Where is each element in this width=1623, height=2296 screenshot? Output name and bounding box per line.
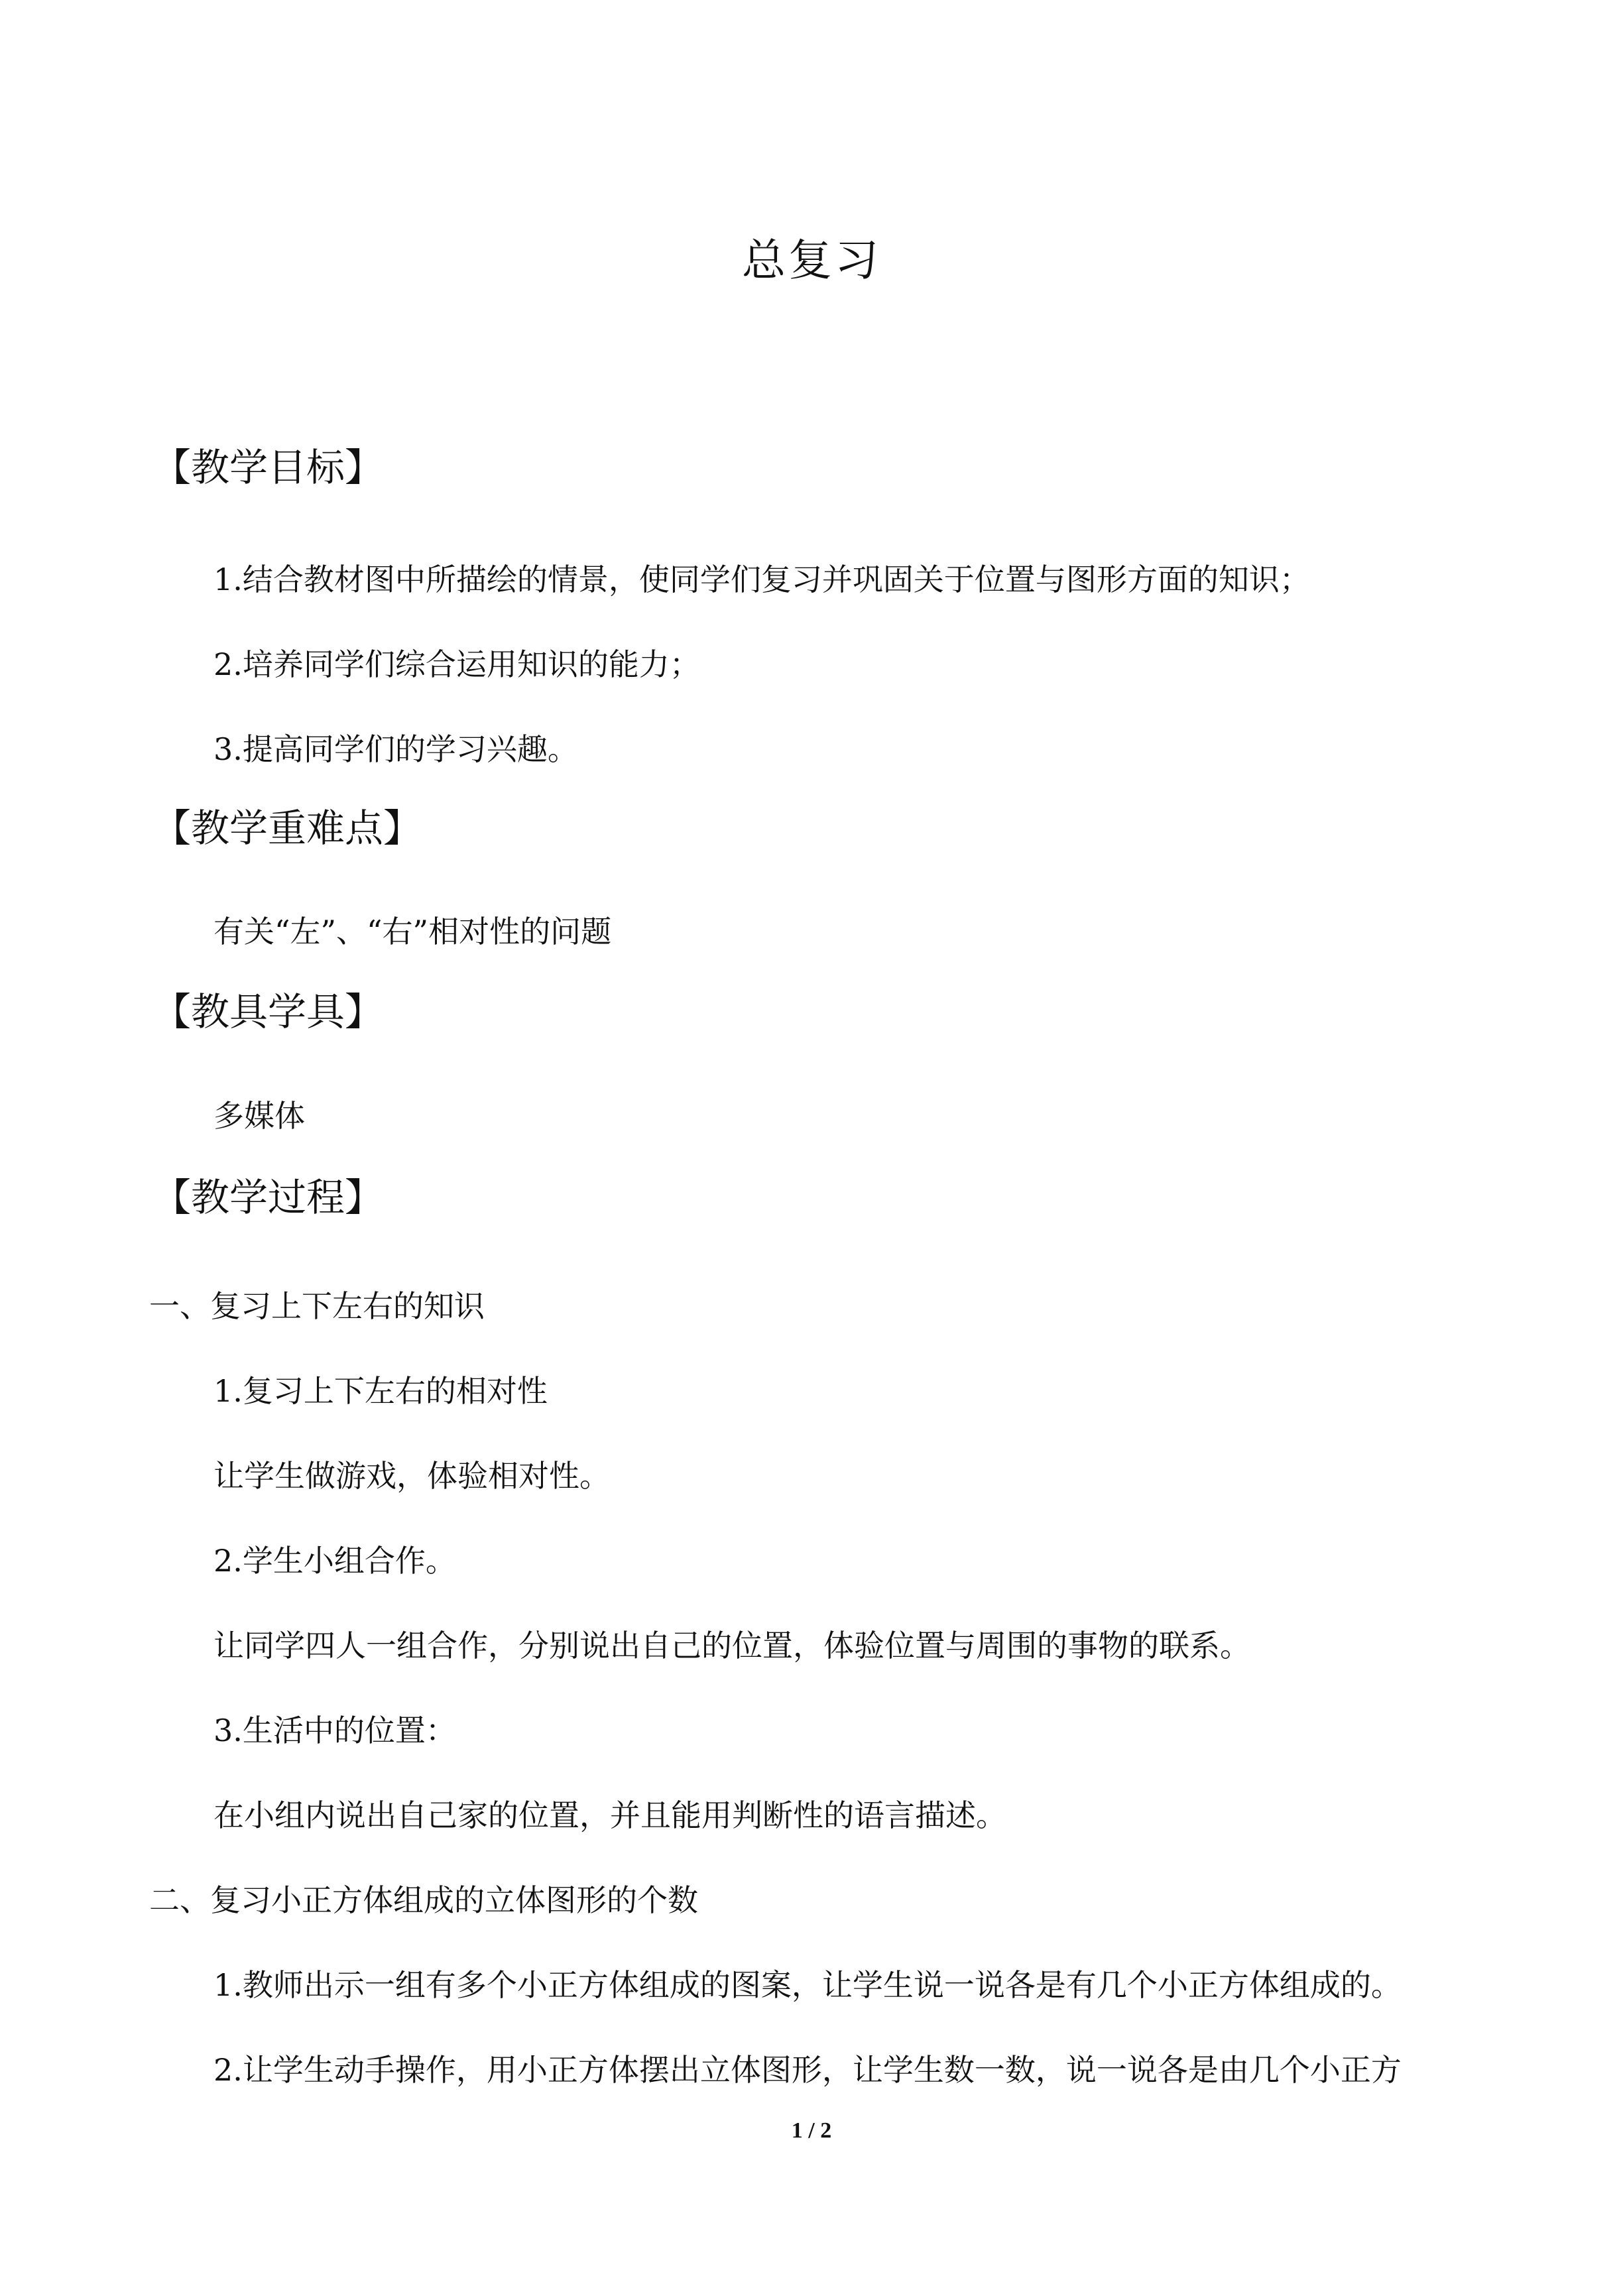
- paragraph: 2.让学生动手操作，用小正方体摆出立体图形，让学生数一数，说一说各是由几个小正方: [213, 2052, 1402, 2088]
- paragraph: 1.教师出示一组有多个小正方体组成的图案，让学生说一说各是有几个小正方体组成的。: [213, 1967, 1402, 2003]
- paragraph: 让学生做游戏，体验相对性。: [213, 1458, 610, 1494]
- paragraph: 二、复习小正方体组成的立体图形的个数: [149, 1882, 698, 1918]
- paragraph: 在小组内说出自己家的位置，并且能用判断性的语言描述。: [213, 1797, 1006, 1833]
- section-heading-key-points: 【教学重难点】: [152, 806, 422, 851]
- paragraph: 3.提高同学们的学习兴趣。: [213, 731, 578, 767]
- paragraph: 1.复习上下左右的相对性: [213, 1373, 548, 1409]
- paragraph: 2.学生小组合作。: [213, 1543, 456, 1579]
- paragraph: 有关“左”、“右”相对性的问题: [213, 914, 612, 949]
- paragraph: 让同学四人一组合作，分别说出自己的位置，体验位置与周围的事物的联系。: [213, 1628, 1250, 1663]
- paragraph: 多媒体: [213, 1098, 305, 1134]
- page-title: 总复习: [742, 235, 881, 286]
- paragraph: 3.生活中的位置：: [213, 1713, 456, 1748]
- section-heading-teaching-aids: 【教具学具】: [152, 989, 384, 1034]
- section-heading-objectives: 【教学目标】: [152, 445, 384, 490]
- paragraph: 2.培养同学们综合运用知识的能力；: [213, 646, 700, 682]
- paragraph: 1.结合教材图中所描绘的情景，使同学们复习并巩固关于位置与图形方面的知识；: [213, 562, 1310, 597]
- page-number: 1 / 2: [791, 2118, 832, 2143]
- paragraph: 一、复习上下左右的知识: [149, 1288, 485, 1324]
- section-heading-process: 【教学过程】: [152, 1175, 384, 1220]
